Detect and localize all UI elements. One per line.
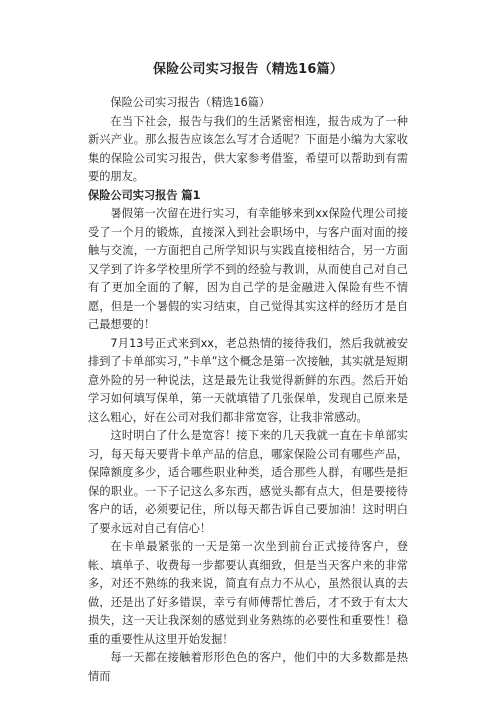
body-paragraph-1: 暑假第一次留在进行实习，有幸能够来到xx保险代理公司接受了一个月的锻炼，直接深入到社会职场中，与客户面对面的接触与交流，一方面把自己所学知识与实践直接相结合，另一方面又学到了许多学校里所学不到的经验与教训，从而使自己对自己有了更加全面的了解，因为自己学的是金融进入保险有些不情愿，但是一个暑假的实习结束，自己觉得其实这样的经历才是自己最想要的！	[88, 207, 408, 331]
body-paragraph-4: 在卡单最紧张的一天是第一次坐到前台正式接待客户，登帐、填单子、收费每一步都要认真细致，但是当天客户来的非常多，对还不熟练的我来说，简直有点力不从心，虽然很认真的去做，还是出了好多错误，幸亏有师傅帮忙善后，才不致于有太大损失，这一天让我深刻的感觉到业务熟练的必要性和重要性！稳重的重要性从这里开始发掘！	[88, 540, 408, 646]
document-title: 保险公司实习报告（精选16篇）	[152, 62, 344, 77]
document-subtitle: 保险公司实习报告（精选16篇）	[110, 96, 271, 109]
intro-paragraph: 在当下社会，报告与我们的生活紧密相连，报告成为了一种新兴产业。那么报告应该怎么写才合适呢？下面是小编为大家收集的保险公司实习报告，供大家参考借鉴，希望可以帮助到有需要的朋友。	[88, 114, 408, 183]
body-paragraph-3: 这时明白了什么是宽容！接下来的几天我就一直在卡单部实习，每天每天要背卡单产品的信息，哪家保险公司有哪些产品，保障额度多少，适合哪些职业种类，适合那些人群，有哪些是拒保的职业。一下子记这么多东西，感觉头都有点大，但是要接待客户的话，必须要记住，所以每天都告诉自己要加油！这时明白了要永远对自己有信心！	[88, 429, 408, 535]
body-paragraph-2: 7月13号正式来到xx，老总热情的接待我们，然后我就被安排到了卡单部实习，”卡单”这个概念是第一次接触，其实就是短期意外险的另一种说法，这是最先让我觉得新鲜的东西。然后开始学习如何填写保单，第一天就填错了几张保单，发现自己原来是这么粗心，好在公司对我们都非常宽容，让我非常感动。	[88, 336, 408, 424]
body-paragraph-5: 每一天都在接触着形形色色的客户，他们中的大多数都是热情而	[88, 651, 408, 683]
section-heading: 保险公司实习报告 篇1	[88, 188, 201, 202]
